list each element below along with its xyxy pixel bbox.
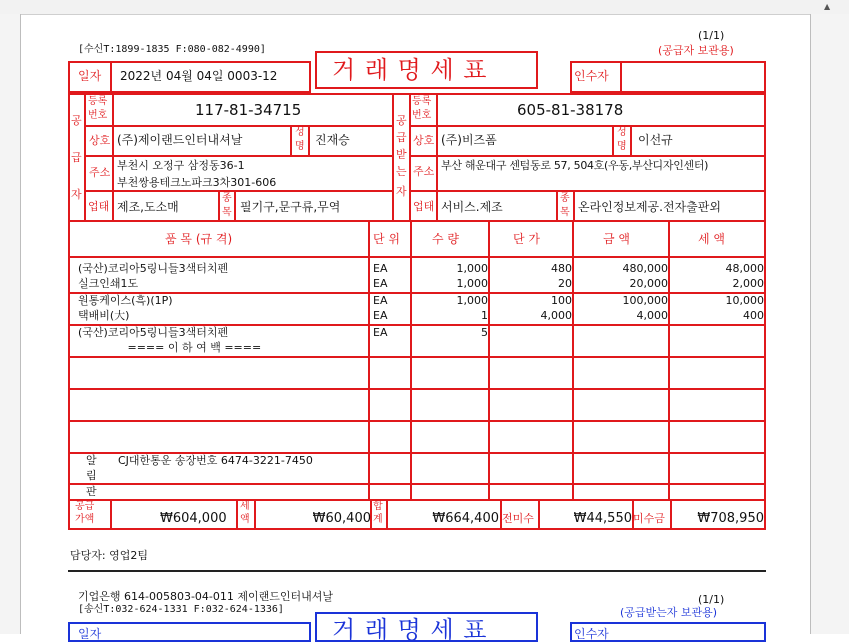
header-amount: 금 액 (603, 232, 630, 246)
buyer-name: (주)비즈폼 (441, 133, 497, 147)
buyer-type: 서비스.제조 (441, 200, 503, 214)
buyer-item-label-0: 종 (560, 193, 570, 204)
buyer-addr-label: 주소 (413, 165, 435, 178)
buyer-reg-label-1: 번호 (412, 110, 432, 121)
header-price: 단 가 (513, 232, 540, 246)
row-price: 4,000 (540, 309, 572, 322)
copy-label-2: (공급받는자 보관용) (620, 606, 718, 619)
tax-total: ₩60,400 (312, 511, 371, 526)
row-tax: 400 (743, 309, 764, 322)
receiver-label-2: 인수자 (574, 627, 609, 641)
supplier-section-label-0: 공 (71, 114, 82, 127)
buyer-addr: 부산 해운대구 센텀동로 57, 504호(우동,부산디자인센터) (441, 159, 709, 172)
row-price: 20 (558, 277, 572, 290)
date-label: 일자 (78, 69, 102, 83)
page-count-2: (1/1) (698, 593, 725, 606)
prev-unpaid-label: 전미수 (502, 512, 534, 525)
buyer-item: 온라인정보제공.전자출판외 (578, 200, 721, 214)
row-qty: 1,000 (456, 277, 488, 290)
receiver-label: 인수자 (574, 69, 609, 83)
date-value: 2022년 04월 04일 0003-12 (120, 69, 278, 83)
tax-label-1: 액 (240, 514, 250, 525)
sender-line-2: [송신T:032-624-1331 F:032-624-1336] (78, 604, 284, 615)
section-divider (68, 570, 766, 572)
row-unit: EA (373, 309, 388, 322)
buyer-section-label-1: 급 (396, 131, 407, 144)
supplier-type: 제조,도소매 (117, 200, 179, 214)
supplier-item: 필기구,문구류,무역 (240, 200, 341, 214)
header-tax: 세 액 (698, 232, 725, 246)
row-tax: 2,000 (732, 277, 764, 290)
date-label-2: 일자 (78, 627, 102, 641)
notice-text: CJ대한통운 송장번호 6474-3221-7450 (118, 454, 313, 467)
row-unit: EA (373, 277, 388, 290)
supplier-addr-1: 부천시 오정구 삼정동36-1 (117, 159, 245, 172)
row-item: 택배비(大) (78, 309, 130, 322)
buyer-section-label-4: 자 (396, 185, 407, 198)
row-unit: EA (373, 262, 388, 275)
buyer-reg-no: 605-81-38178 (517, 101, 624, 119)
sum-label-0: 합 (373, 501, 383, 512)
supply-total: ₩604,000 (160, 511, 227, 526)
row-item: 실크인쇄1도 (78, 277, 139, 290)
buyer-section-label-2: 받 (396, 148, 407, 161)
header-unit: 단 위 (373, 232, 400, 246)
row-amount: 100,000 (622, 294, 668, 307)
buyer-name-label: 상호 (413, 134, 435, 147)
row-unit: EA (373, 294, 388, 307)
document-title: 거 래 명 세 표 (332, 56, 488, 84)
supplier-item-label-0: 종 (222, 193, 232, 204)
supplier-item-label-1: 목 (222, 207, 232, 218)
sender-line: [수신T:1899-1835 F:080-082-4990] (78, 44, 266, 55)
header-item: 품 목 (규 격) (165, 232, 233, 246)
row-tax: 48,000 (725, 262, 764, 275)
right-margin (810, 14, 849, 634)
row-price: 100 (551, 294, 572, 307)
row-qty: 1,000 (456, 294, 488, 307)
row-qty: 1 (481, 309, 488, 322)
supplier-addr-2: 부천쌍용테크노파크3차301-606 (117, 176, 277, 189)
row-item: (국산)코리아5링니들3색터치펜 (78, 262, 229, 275)
supply-label-1: 가액 (75, 514, 95, 525)
buyer-type-label: 업태 (413, 200, 435, 213)
supplier-section-label-2: 자 (71, 188, 82, 201)
tax-label-0: 세 (240, 501, 250, 512)
row-tax: 10,000 (725, 294, 764, 307)
buyer-rep-label-0: 성 (617, 127, 627, 138)
supplier-rep-label-1: 명 (295, 141, 305, 152)
header-qty: 수 량 (432, 232, 459, 246)
page-count: (1/1) (698, 29, 725, 42)
date-row-2 (68, 622, 311, 642)
row-qty: 1,000 (456, 262, 488, 275)
supplier-reg-no: 117-81-34715 (195, 101, 302, 119)
row-item: (국산)코리아5링니들3색터치펜 (78, 326, 229, 339)
buyer-section-label-3: 는 (396, 165, 407, 178)
buyer-rep: 이선규 (638, 133, 673, 147)
bank-line: 기업은행 614-005803-04-011 제이랜드인터내셔날 (78, 590, 334, 603)
supplier-rep: 진재승 (315, 133, 350, 147)
supplier-reg-label-0: 등록 (88, 96, 108, 107)
buyer-rep-label-1: 명 (617, 141, 627, 152)
manager-line: 담당자: 영업2팀 (70, 549, 148, 562)
buyer-item-label-1: 목 (560, 207, 570, 218)
row-amount: 20,000 (629, 277, 668, 290)
row-item-end-marker: ==== 이 하 여 백 ==== (110, 341, 262, 354)
supplier-name-label: 상호 (89, 134, 111, 147)
supplier-reg-label-1: 번호 (88, 110, 108, 121)
row-qty: 5 (481, 326, 488, 339)
left-margin (0, 14, 21, 634)
notice-label-2: 판 (86, 485, 97, 498)
row-amount: 4,000 (636, 309, 668, 322)
notice-label-1: 림 (86, 469, 97, 482)
buyer-section-label-0: 공 (396, 114, 407, 127)
unpaid-label: 미수금 (633, 512, 665, 525)
row-unit: EA (373, 326, 388, 339)
scroll-up-icon[interactable]: ▲ (824, 2, 831, 11)
supplier-addr-label: 주소 (89, 166, 111, 179)
row-item: 원통케이스(흑)(1P) (78, 294, 173, 307)
unpaid-total: ₩708,950 (697, 511, 764, 526)
notice-label-0: 알 (86, 454, 97, 467)
supplier-name: (주)제이랜드인터내셔날 (117, 133, 243, 147)
copy-label: (공급자 보관용) (658, 44, 734, 57)
supplier-section-label-1: 급 (71, 151, 82, 164)
sum-total: ₩664,400 (432, 511, 499, 526)
prev-unpaid: ₩44,550 (573, 511, 632, 526)
sum-label-1: 계 (373, 514, 383, 525)
window-top-bar (0, 0, 849, 15)
supplier-rep-label-0: 성 (295, 127, 305, 138)
document-title-2: 거 래 명 세 표 (332, 616, 488, 644)
row-amount: 480,000 (622, 262, 668, 275)
row-price: 480 (551, 262, 572, 275)
supplier-type-label: 업태 (88, 200, 110, 213)
supply-label-0: 공급 (75, 501, 95, 512)
buyer-reg-label-0: 등록 (412, 96, 432, 107)
